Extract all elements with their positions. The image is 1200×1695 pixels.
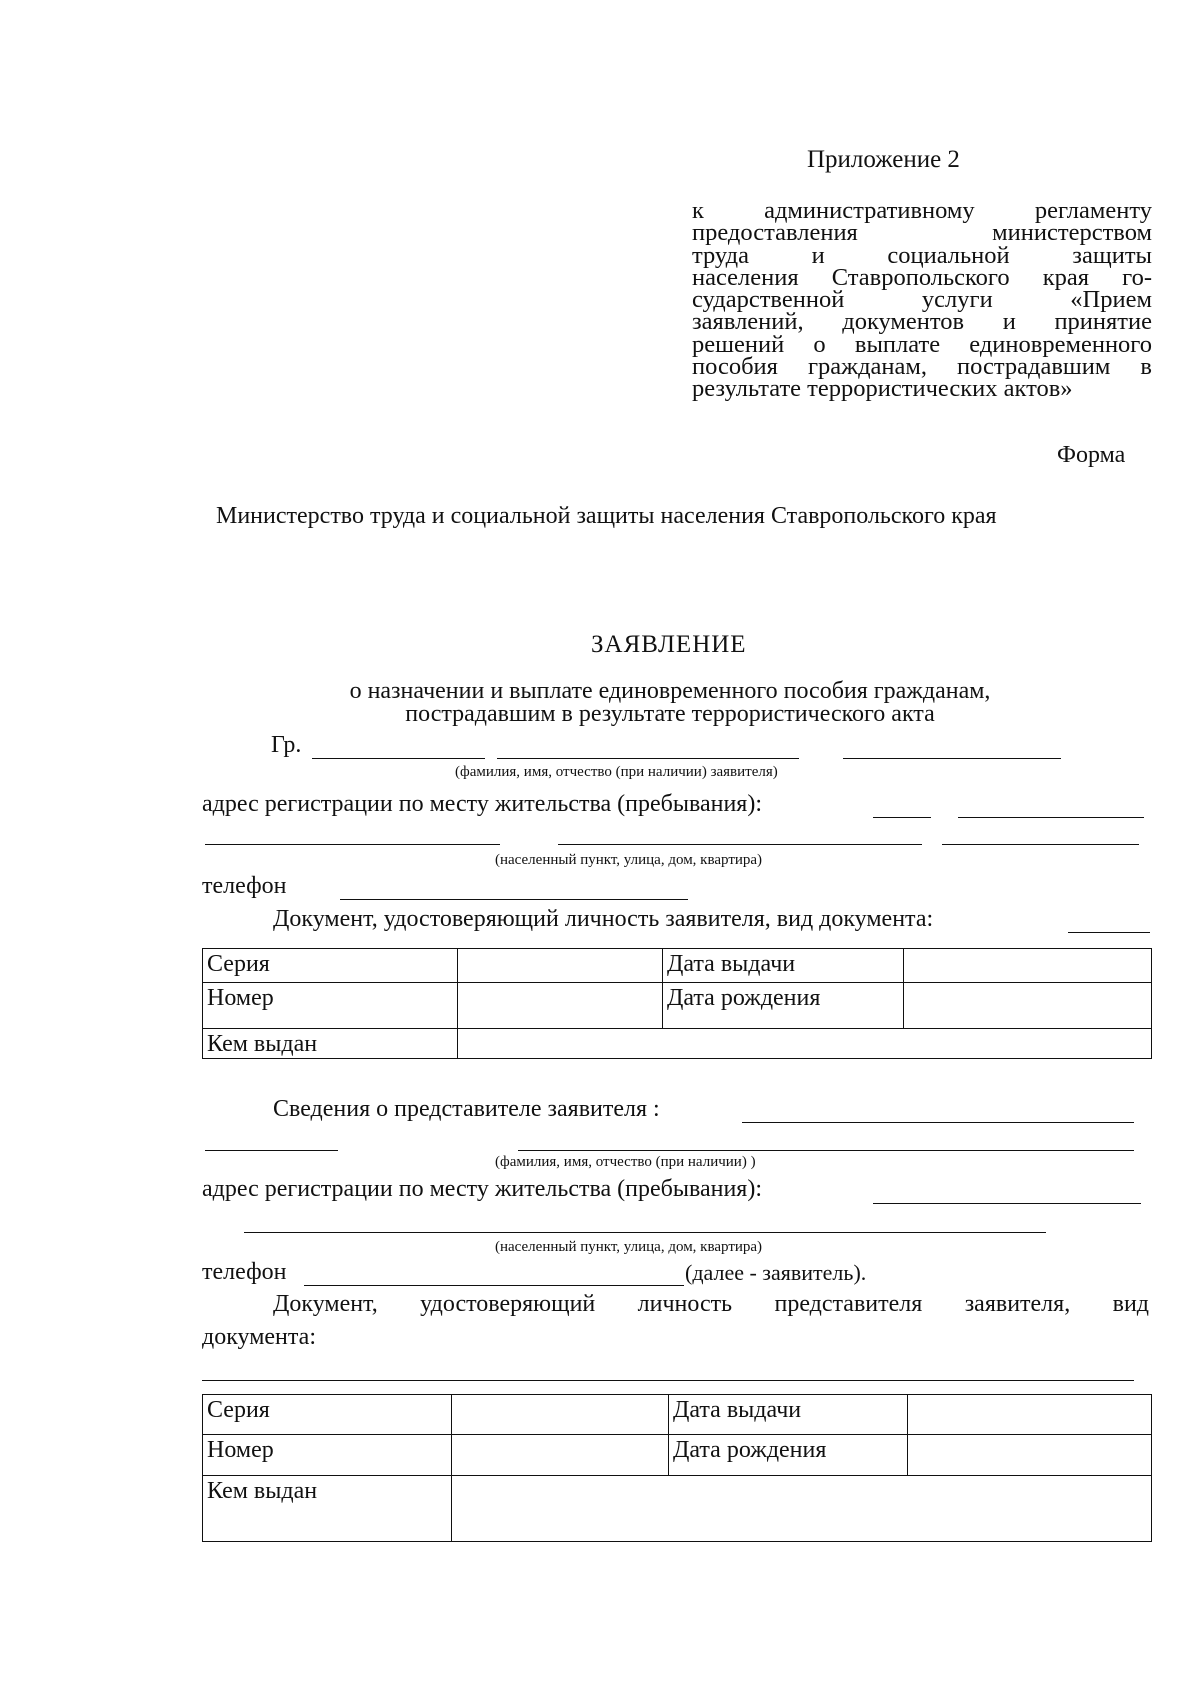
series-label: Серия — [203, 949, 458, 983]
representative-name-field-3[interactable] — [518, 1150, 1134, 1151]
rep-issued-by-cell[interactable] — [452, 1476, 1152, 1542]
applicant-name-field[interactable] — [312, 758, 485, 759]
applicant-address-field-4[interactable] — [558, 844, 922, 845]
applicant-address-field[interactable] — [873, 817, 931, 818]
applicant-document-table — [202, 948, 1152, 1059]
regulation-reference — [692, 197, 1152, 403]
representative-document-table — [202, 1394, 1152, 1542]
number-label: Номер — [203, 983, 458, 1029]
applicant-name-caption: (фамилия, имя, отчество (при наличии) заявителя) — [455, 764, 778, 780]
citizen-prefix: Гр. — [271, 732, 302, 758]
representative-document-type-field[interactable] — [202, 1380, 1134, 1381]
ministry-name: Министерство труда и социальной защиты населения Ставропольского края — [216, 503, 997, 529]
rep-issue-date-label: Дата выдачи — [669, 1395, 908, 1435]
regulation-line: предоставления министерством — [692, 219, 1152, 247]
representative-document-label: Документ, удостоверяющий личность представителя заявителя, вид — [273, 1291, 1149, 1317]
rep-series-label: Серия — [203, 1395, 452, 1435]
rep-series-cell[interactable] — [452, 1395, 669, 1435]
form-label: Форма — [1057, 442, 1126, 468]
applicant-address-label: адрес регистрации по месту жительства (пребывания): — [202, 791, 763, 817]
rep-number-cell[interactable] — [452, 1435, 669, 1476]
subtitle-line-1: о назначении и выплате единовременного пособия гражданам, — [349, 678, 991, 704]
series-cell[interactable] — [458, 949, 663, 983]
rep-birth-date-label: Дата рождения — [669, 1435, 908, 1476]
representative-address-field-2[interactable] — [244, 1232, 1046, 1233]
regulation-line: к административному регламенту — [692, 197, 1152, 224]
regulation-line: результате террористических актов» — [692, 375, 1073, 403]
applicant-name-field-3[interactable] — [843, 758, 1061, 759]
representative-name-field[interactable] — [742, 1122, 1134, 1123]
applicant-address-field-3[interactable] — [205, 844, 500, 845]
representative-address-label: адрес регистрации по месту жительства (пребывания): — [202, 1176, 763, 1202]
regulation-line: решений о выплате единовременного — [692, 330, 1152, 358]
regulation-line: сударственной услуги «Прием — [692, 286, 1152, 314]
applicant-address-field-5[interactable] — [942, 844, 1139, 845]
representative-address-caption: (населенный пункт, улица, дом, квартира) — [495, 1239, 763, 1255]
birth-date-cell[interactable] — [904, 983, 1152, 1029]
issue-date-cell[interactable] — [904, 949, 1152, 983]
appendix-title: Приложение 2 — [807, 146, 960, 173]
regulation-line: пособия гражданам, пострадавшим в — [692, 353, 1152, 381]
document-subtitle — [0, 680, 1200, 726]
rep-issued-by-label: Кем выдан — [203, 1476, 452, 1542]
applicant-document-label: Документ, удостоверяющий личность заявителя, вид документа: — [273, 906, 934, 932]
representative-phone-suffix: (далее - заявитель). — [685, 1260, 867, 1285]
regulation-line: труда и социальной защиты — [692, 241, 1152, 269]
representative-label: Сведения о представителе заявителя : — [273, 1096, 660, 1122]
representative-name-caption: (фамилия, имя, отчество (при наличии) ) — [495, 1154, 756, 1170]
regulation-line: заявлений, документов и принятие — [692, 308, 1152, 336]
representative-document-label-cont: документа: — [202, 1324, 316, 1350]
applicant-phone-label: телефон — [202, 873, 287, 899]
regulation-line: населения Ставропольского края го- — [692, 263, 1152, 291]
issued-by-label: Кем выдан — [203, 1029, 458, 1059]
issue-date-label: Дата выдачи — [663, 949, 904, 983]
number-cell[interactable] — [458, 983, 663, 1029]
representative-name-field-2[interactable] — [205, 1150, 338, 1151]
applicant-phone-field[interactable] — [340, 899, 688, 900]
rep-birth-date-cell[interactable] — [908, 1435, 1152, 1476]
rep-issue-date-cell[interactable] — [908, 1395, 1152, 1435]
representative-phone-field[interactable] — [304, 1285, 684, 1286]
subtitle-line-2: пострадавшим в результате террористического акта — [405, 701, 935, 727]
applicant-name-field-2[interactable] — [497, 758, 799, 759]
applicant-address-caption: (населенный пункт, улица, дом, квартира) — [495, 852, 763, 868]
document-title: ЗАЯВЛЕНИЕ — [591, 631, 747, 658]
issued-by-cell[interactable] — [458, 1029, 1152, 1059]
applicant-document-type-field[interactable] — [1068, 932, 1150, 933]
representative-address-field[interactable] — [873, 1203, 1141, 1204]
representative-phone-label: телефон — [202, 1259, 287, 1285]
applicant-address-field-2[interactable] — [958, 817, 1144, 818]
rep-number-label: Номер — [203, 1435, 452, 1476]
birth-date-label: Дата рождения — [663, 983, 904, 1029]
